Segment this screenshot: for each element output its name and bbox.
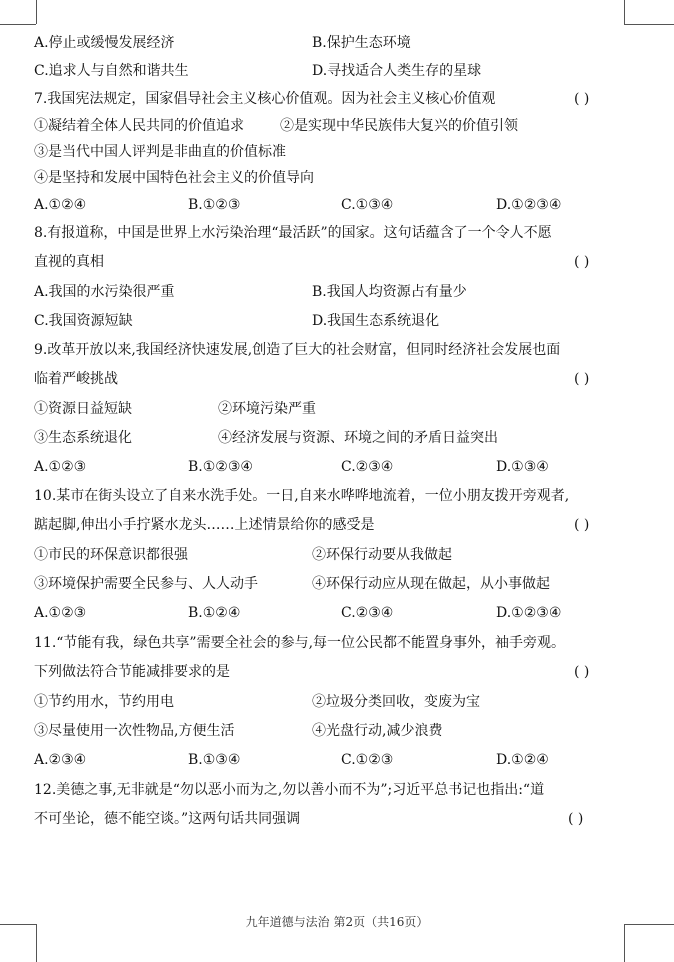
q11-answer-paren: ( ) <box>574 664 590 680</box>
q10-statement-2: ②环保行动要从我做起 <box>312 547 452 563</box>
q10-stem-line-1: 10.某市在街头设立了自来水洗手处。一日,自来水哗哗地流着，一位小朋友拨开旁观者, <box>34 488 570 504</box>
q10-option-d: D.①②③④ <box>496 605 562 621</box>
q11-stem-line-2: 下列做法符合节能减排要求的是 <box>34 664 230 680</box>
q9-stem-line-2: 临着严峻挑战 <box>34 371 118 387</box>
q12-answer-paren: ( ) <box>568 811 584 827</box>
q11-option-d: D.①②④ <box>496 752 549 768</box>
q9-option-d: D.①③④ <box>496 459 549 475</box>
q11-option-a: A.②③④ <box>34 752 87 768</box>
q10-stem-line-2: 踮起脚,伸出小手拧紧水龙头……上述情景给你的感受是 <box>34 517 375 533</box>
crop-mark-top-right-h <box>624 24 674 25</box>
q11-option-c: C.①②③ <box>341 752 394 768</box>
q10-statement-3: ③环境保护需要全民参与、人人动手 <box>34 576 258 592</box>
q9-option-b: B.①②③④ <box>188 459 253 475</box>
q11-statement-2: ②垃圾分类回收，变废为宝 <box>312 694 480 710</box>
q7-option-d: D.①②③④ <box>496 197 562 213</box>
q6-option-d: D.寻找适合人类生存的星球 <box>312 63 482 79</box>
q7-option-b: B.①②③ <box>188 197 241 213</box>
q10-option-b: B.①②④ <box>188 605 241 621</box>
q8-option-b: B.我国人均资源占有量少 <box>312 284 467 300</box>
q8-stem-line-2: 直视的真相 <box>34 254 104 270</box>
q9-statement-4: ④经济发展与资源、环境之间的矛盾日益突出 <box>218 430 498 446</box>
q10-option-c: C.②③④ <box>341 605 394 621</box>
q11-statement-1: ①节约用水，节约用电 <box>34 694 174 710</box>
q7-statement-4: ④是坚持和发展中国特色社会主义的价值导向 <box>34 170 314 186</box>
q9-answer-paren: ( ) <box>574 371 590 387</box>
q12-stem-line-1: 12.美德之事,无非就是“勿以恶小而为之,勿以善小而不为”;习近平总书记也指出:“道 <box>34 782 545 798</box>
q9-statement-3: ③生态系统退化 <box>34 430 132 446</box>
q7-statement-3: ③是当代中国人评判是非曲直的价值标准 <box>34 144 286 160</box>
q7-statement-1: ①凝结着全体人民共同的价值追求 <box>34 118 244 134</box>
q8-stem-line-1: 8.有报道称，中国是世界上水污染治理“最活跃”的国家。这句话蕴含了一个令人不愿 <box>34 225 552 241</box>
q11-option-b: B.①③④ <box>188 752 241 768</box>
q10-option-a: A.①②③ <box>34 605 87 621</box>
q10-statement-4: ④环保行动应从现在做起，从小事做起 <box>312 576 550 592</box>
crop-mark-top-left-h <box>0 24 36 25</box>
q8-option-c: C.我国资源短缺 <box>34 313 133 329</box>
q6-option-c: C.追求人与自然和谐共生 <box>34 63 189 79</box>
q7-answer-paren: ( ) <box>574 91 590 107</box>
q11-stem-line-1: 11.“节能有我，绿色共享”需要全社会的参与,每一位公民都不能置身事外，袖手旁观。 <box>34 635 566 651</box>
q11-statement-3: ③尽量使用一次性物品,方便生活 <box>34 723 235 739</box>
q10-answer-paren: ( ) <box>574 517 590 533</box>
q11-statement-4: ④光盘行动,减少浪费 <box>312 723 443 739</box>
crop-mark-top-right-v <box>624 0 625 24</box>
q9-stem-line-1: 9.改革开放以来,我国经济快速发展,创造了巨大的社会财富，但同时经济社会发展也面 <box>34 342 561 358</box>
q10-statement-1: ①市民的环保意识都很强 <box>34 547 188 563</box>
q7-stem: 7.我国宪法规定，国家倡导社会主义核心价值观。因为社会主义核心价值观 <box>34 91 496 107</box>
q8-option-d: D.我国生态系统退化 <box>312 313 440 329</box>
q8-answer-paren: ( ) <box>574 254 590 270</box>
q6-option-a: A.停止或缓慢发展经济 <box>34 35 175 51</box>
crop-mark-top-left-v <box>36 0 37 24</box>
q9-option-c: C.②③④ <box>341 459 394 475</box>
page-footer: 九年道德与法治 第2页（共16页） <box>245 915 429 929</box>
q7-option-a: A.①②④ <box>34 197 87 213</box>
q6-option-b: B.保护生态环境 <box>312 35 411 51</box>
q7-option-c: C.①③④ <box>341 197 394 213</box>
q9-statement-1: ①资源日益短缺 <box>34 401 132 417</box>
q8-option-a: A.我国的水污染很严重 <box>34 284 175 300</box>
q9-statement-2: ②环境污染严重 <box>218 401 316 417</box>
q12-stem-line-2: 不可坐论，德不能空谈。”这两句话共同强调 <box>34 811 301 827</box>
q9-option-a: A.①②③ <box>34 459 87 475</box>
q7-statement-2: ②是实现中华民族伟大复兴的价值引领 <box>280 118 518 134</box>
